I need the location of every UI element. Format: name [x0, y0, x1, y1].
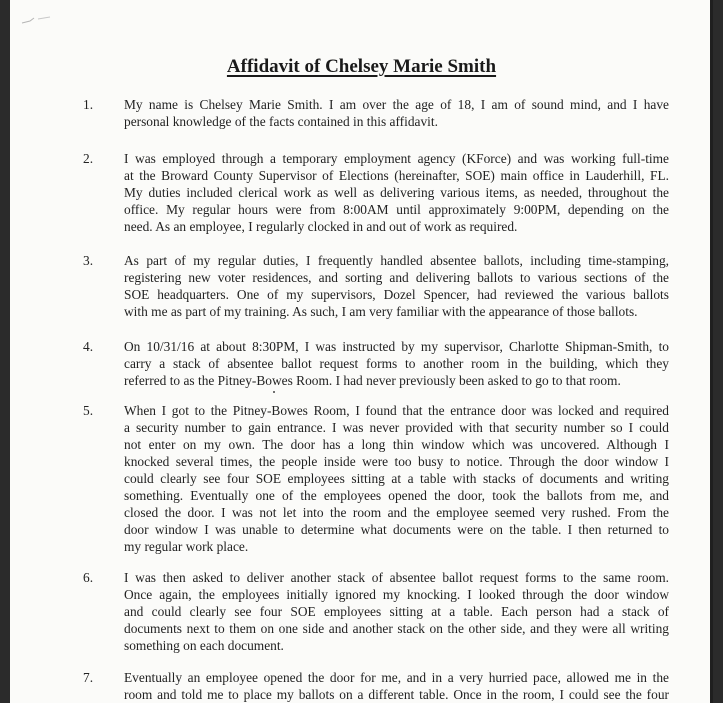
text-line: could clearly see four SOE employees sitting at a table with stacks of documents and writing — [124, 471, 669, 486]
text-line: As part of my regular duties, I frequently handled absentee ballots, including time-stamping, — [124, 253, 669, 268]
paragraph-number: 2. — [83, 151, 94, 166]
page-edge-shadow — [710, 0, 713, 703]
text-line: not enter on my own. The door has a long thin window which was uncovered. Although I — [124, 437, 669, 452]
text-line: at the Broward County Supervisor of Elections (hereinafter, SOE) main office in Lauderhill, FL. — [124, 168, 669, 183]
text-line: carry a stack of absentee ballot request forms to another room in the building, which they — [124, 356, 669, 371]
paragraph-text — [124, 96, 669, 130]
document-page — [10, 0, 713, 703]
paragraph-text — [124, 669, 669, 703]
text-line: Once again, the employees initially ignored my knocking. I looked through the door window — [124, 587, 669, 602]
paragraph-text — [124, 338, 669, 389]
text-line: my regular work place. — [124, 539, 249, 554]
paragraph-text — [124, 150, 669, 235]
text-line: Eventually an employee opened the door for me, and in a very hurried pace, allowed me in the — [124, 670, 669, 685]
scan-artifact-mark — [20, 12, 66, 26]
text-line: My name is Chelsey Marie Smith. I am over the age of 18, I am of sound mind, and I have — [124, 97, 669, 112]
text-line: need. As an employee, I regularly clocked in and out of work as required. — [124, 219, 518, 234]
text-line: I was then asked to deliver another stack of absentee ballot request forms to the same room. — [124, 570, 669, 585]
text-line: something. Eventually one of the employees opened the door, took the ballots from me, and — [124, 488, 669, 503]
paragraph-number: 7. — [83, 670, 94, 685]
text-line: closed the door. I was not let into the room and the employee seemed very rushed. From the — [124, 505, 669, 520]
text-line: referred to as the Pitney-Bowes Room. I had never previously been asked to go to that room. — [124, 373, 621, 388]
text-line: and could clearly see four SOE employees sitting at a table. Each person had a stack of — [124, 604, 669, 619]
text-line: door window I was unable to determine what documents were on the table. I then returned to — [124, 522, 669, 537]
paragraph-number: 3. — [83, 253, 94, 268]
text-line: office. My regular hours were from 8:00AM until approximately 9:00PM, depending on the — [124, 202, 669, 217]
affidavit-title: Affidavit of Chelsey Marie Smith — [226, 56, 497, 77]
paragraph-number: 6. — [83, 570, 94, 585]
text-line: My duties included clerical work as well as delivering various items, as needed, throughout the — [124, 185, 669, 200]
text-line: something on each document. — [124, 638, 284, 653]
text-line: room and told me to place my ballots on a different table. Once in the room, I could see the four — [124, 687, 669, 702]
paragraph-text — [124, 252, 669, 320]
paragraph-number: 1. — [83, 97, 94, 112]
text-line: documents next to them on one side and another stack on the other side, and they were all writing — [124, 621, 669, 636]
text-line: personal knowledge of the facts contained in this affidavit. — [124, 114, 438, 129]
text-line: a security number to gain entrance. I was never provided with that security number so I could — [124, 420, 669, 435]
text-line: registering new voter residences, and sorting and delivering ballots to various sections of the — [124, 270, 669, 285]
text-line: with me as part of my training. As such, I am very familiar with the appearance of those ballots. — [124, 304, 638, 319]
text-line: On 10/31/16 at about 8:30PM, I was instructed by my supervisor, Charlotte Shipman-Smith, to — [124, 339, 669, 354]
text-line: I was employed through a temporary employment agency (KForce) and was working full-time — [124, 151, 669, 166]
text-line: When I got to the Pitney-Bowes Room, I found that the entrance door was locked and required — [124, 403, 669, 418]
scan-speck — [273, 391, 275, 393]
text-line: knocked several times, the people inside were too busy to notice. Through the door window I — [124, 454, 669, 469]
paragraph-text — [124, 402, 669, 555]
paragraph-text — [124, 569, 669, 654]
text-line: SOE headquarters. One of my supervisors, Dozel Spencer, had reviewed the various ballots — [124, 287, 669, 302]
paragraph-number: 5. — [83, 403, 94, 418]
paragraph-number: 4. — [83, 339, 94, 354]
